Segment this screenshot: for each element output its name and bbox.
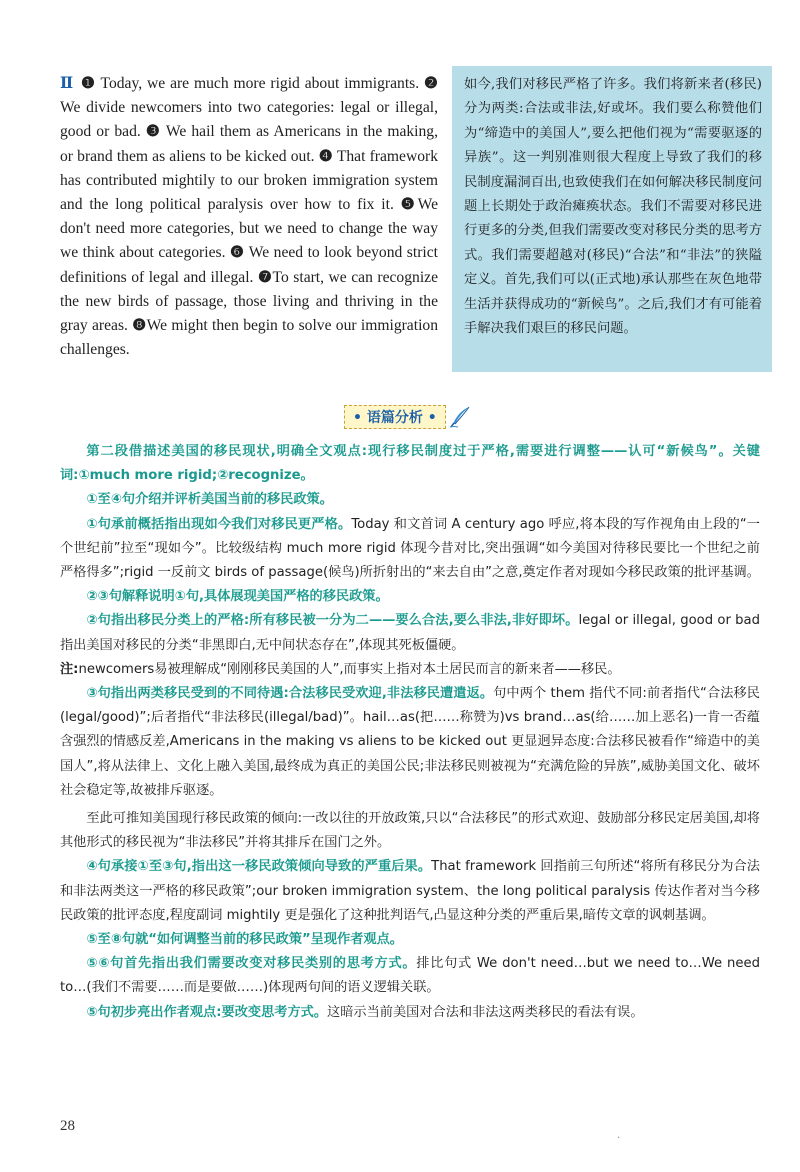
analysis-point: ②句指出移民分类上的严格:所有移民被一分为二——要么合法,要么非法,非好即坏。 [86,613,579,629]
analysis-paragraph-3 [60,513,760,586]
analysis-paragraph-7 [60,807,760,855]
analysis-point: ①至④句介绍并评析美国当前的移民政策。 [86,492,333,508]
footer-mark: . [617,1130,621,1141]
analysis-text: That framework 回指前三句所述“将所有移民分为合法和非法两类这一严格的移民政策”;our broken immigration system、the long political paralysis 传达作者对当今移民政策的批评态度,程度副词 mightily 更是强化了这种批判语气,凸显这种分类的严重后果,暗传文章的讽刺基调。 [60,859,760,923]
sentence-number-6: ❻ [229,244,245,262]
sentence-6: We need to look beyond strict definitions of legal and illegal. [60,244,438,286]
sentence-number-8: ❽ [132,317,147,335]
sentence-8: We might then begin to solve our immigration challenges. [60,317,438,359]
analysis-paragraph-8 [60,855,760,928]
page-number: 28 [60,1118,75,1134]
sentence-number-3: ❸ [145,123,162,141]
sentence-1: Today, we are much more rigid about immigrants. [95,75,424,92]
sentence-number-2: ❷ [424,75,438,92]
paragraph-roman-numeral: Ⅱ [60,75,75,92]
analysis-paragraph-1 [60,440,760,488]
note-text: newcomers易被理解成“刚刚移民美国的人”,而事实上指对本土居民而言的新来者——移民。 [78,661,621,677]
sentence-7: To start, we can recognize the new birds of passage, those living and thriving in the gray areas. [60,268,438,335]
sentence-4: That framework has contributed mightily to our broken immigration system and the long political paralysis over how to fix it. [60,147,438,214]
analysis-text: Today 和文首词 A century ago 呼应,将本段的写作视角由上段的“一个世纪前”拉至“现如今”。比较级结构 much more rigid 体现今昔对比,突出强调“如今美国对待移民要比一个世纪之前严格得多”;rigid 一反前文 birds of passage(候鸟)所折射出的“来去自由”之意,奠定作者对现如今移民政策的批评基调。 [60,516,760,581]
analysis-paragraph-4 [60,585,760,609]
note-label: 注: [60,661,79,677]
translation-box [452,66,772,372]
analysis-text: 至此可推知美国现行移民政策的倾向:一改以往的开放政策,只以“合法移民”的形式欢迎、鼓励部分移民定居美国,却将其他形式的移民视为“非法移民”并将其排斥在国门之外。 [60,811,760,851]
analysis-summary: 第二段借描述美国的移民现状,明确全文观点:现行移民制度过于严格,需要进行调整——认可“新候鸟”。关键词:①much more rigid;②recognize。 [60,444,760,484]
analysis-text: 排比句式 We don't need…but we need to…We need to…(我们不需要……而是要做……)体现两句间的语义逻辑关联。 [60,956,760,996]
analysis-body [60,440,760,1025]
analysis-point: ⑤⑥句首先指出我们需要改变对移民类别的思考方式。 [86,956,417,972]
sentence-number-7: ❼ [257,268,273,286]
analysis-paragraph-6 [60,682,760,803]
sentence-number-1: ❶ [80,75,96,92]
analysis-point: ⑤句初步亮出作者观点:要改变思考方式。 [86,1004,328,1020]
sentence-2: We divide newcomers into two categories: legal or illegal, good or bad. [60,99,438,141]
analysis-paragraph-9 [60,928,760,952]
sentence-3: We hail them as Americans in the making, or brand them as aliens to be kicked out. [60,123,438,165]
analysis-point: ③句指出两类移民受到的不同待遇:合法移民受欢迎,非法移民遭遣返。 [86,686,494,702]
analysis-paragraph-10 [60,952,760,1000]
analysis-point: ⑤至⑧句就“如何调整当前的移民政策”呈现作者观点。 [86,932,403,948]
analysis-text: 这暗示当前美国对合法和非法这两类移民的看法有误。 [327,1004,644,1020]
analysis-point: ①句承前概括指出现如今我们对移民更严格。 [86,516,352,532]
analysis-point: ②③句解释说明①句,具体展现美国严格的移民政策。 [86,589,389,605]
english-passage [60,72,438,362]
analysis-paragraph-11 [60,1001,760,1025]
quill-pen-icon [448,405,472,429]
sentence-number-4: ❹ [318,147,333,165]
sentence-5: We don't need more categories, but we need to change the way we think about categories. [60,196,438,262]
analysis-point: ④句承接①至③句,指出这一移民政策倾向导致的严重后果。 [86,859,432,875]
analysis-text: legal or illegal, good or bad 指出美国对移民的分类“非黑即白,无中间状态存在”,体现其死板僵硬。 [60,613,760,653]
sentence-number-5: ❺ [400,196,418,214]
analysis-paragraph-2 [60,488,760,512]
analysis-paragraph-5 [60,609,760,682]
section-heading-label: • 语篇分析 • [344,405,446,429]
translation-text: 如今,我们对移民严格了许多。我们将新来者(移民)分为两类:合法或非法,好或坏。我们要么称赞他们为“缔造中的美国人”,要么把他们视为“需要驱逐的异族”。这一判别准则很大程度上导致了我们的移民制度漏洞百出,也致使我们在如何解决移民制度问题上长期处于政治瘫痪状态。我们不需要对移民进行更多的分类,但我们需要改变对移民分类的思考方式。我们需要超越对(移民)“合法”和“非法”的狭隘定义。首先,我们可以(正式地)承认那些在灰色地带生活并获得成功的“新候鸟”。之后,我们才有可能着手解决我们艰巨的移民问题。 [464,77,762,337]
section-heading [344,404,472,430]
analysis-text: 句中两个 them 指代不同:前者指代“合法移民(legal/good)”;后者指代“非法移民(illegal/bad)”。hail…as(把……称赞为)vs brand…as(给……加上恶名)一肯一否蕴含强烈的情感反差,Americans in the making vs aliens to be kicked out 更显迥异态度:合法移民被看作“缔造中的美国人”,将从法律上、文化上融入美国,最终成为真正的美国公民;非法移民则被视为“充满危险的异族”,威胁美国文化、破坏社会稳定等,故被排斥驱逐。 [60,686,760,798]
